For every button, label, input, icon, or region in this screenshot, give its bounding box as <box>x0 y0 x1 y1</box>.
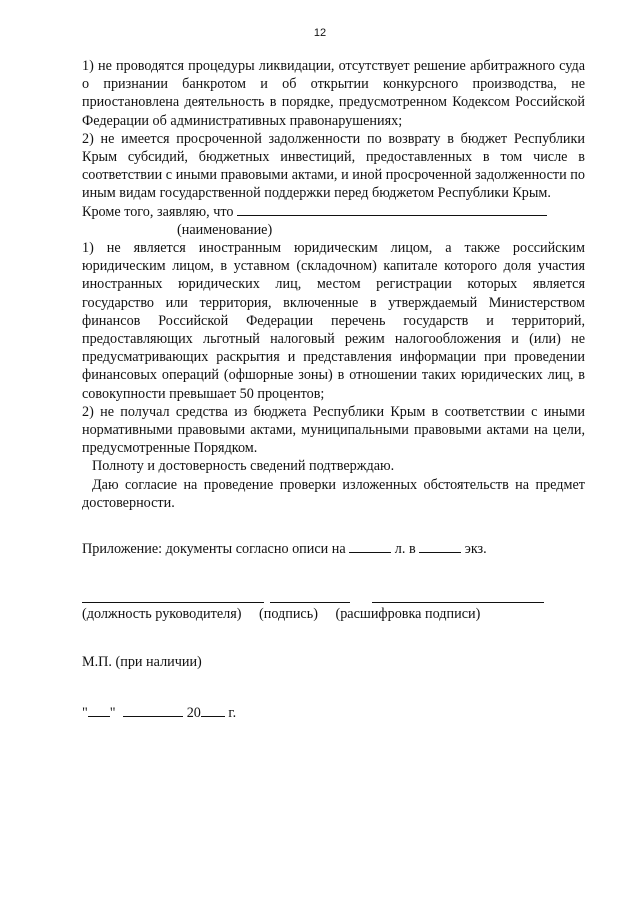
signature-captions <box>82 606 494 623</box>
year-suffix: г. <box>228 705 237 721</box>
claim-line <box>82 203 585 221</box>
name-caption: (наименование) <box>177 221 273 238</box>
signature-caption: (подпись) <box>259 606 318 622</box>
claim-prefix: Кроме того, заявляю, что <box>82 203 234 220</box>
year-prefix: 20 <box>186 705 201 721</box>
decoding-caption: (расшифровка подписи) <box>335 606 481 622</box>
date-open-quote: " <box>82 705 88 721</box>
signature-lines <box>82 590 552 604</box>
consent-paragraph: Даю согласие на проведение проверки изложенных обстоятельств на предмет достоверности. <box>82 476 585 511</box>
copies-count-blank[interactable] <box>419 540 461 553</box>
confirmation-paragraph: Полноту и достоверность сведений подтверждаю. <box>92 458 395 475</box>
signature-blank[interactable] <box>270 590 350 603</box>
page-number: 12 <box>313 27 327 39</box>
pages-count-blank[interactable] <box>349 540 391 553</box>
attachment-prefix: Приложение: документы согласно описи на <box>82 541 346 557</box>
attachment-line <box>82 540 487 558</box>
position-caption: (должность руководителя) <box>82 606 242 622</box>
year-blank[interactable] <box>201 704 225 717</box>
date-close-quote: " <box>109 705 116 721</box>
attachment-suffix: экз. <box>464 541 487 557</box>
condition-2-paragraph: 2) не имеется просроченной задолженности по возврату в бюджет Республики Крым субсидий, бюджетных инвестиций, предоставленных в том числе в соответствии с иными правовыми актами, и иной просроченной задолженности по иным видам государственной поддержки перед бюджетом Республики Крым. <box>82 130 585 202</box>
stamp-label: М.П. (при наличии) <box>82 654 202 670</box>
decoding-blank[interactable] <box>372 590 544 603</box>
position-blank[interactable] <box>82 590 264 603</box>
claim-1-paragraph: 1) не является иностранным юридическим лицом, а также российским юридическим лицом, в уставном (складочном) капитале которого доля участия иностранных юридических лиц, местом регистрации которых является государство или территория, включенные в утверждаемый Министерством финансов Российской Федерации перечень государств и территорий, предоставляющих льготный налоговый режим налогообложения и (или) не предусматривающих раскрытия и представления информации при проведении финансовых операций (офшорные зоны) в отношении таких юридических лиц, в совокупности превышает 50 процентов; <box>82 240 585 402</box>
claim-2-paragraph: 2) не получал средства из бюджета Республики Крым в соответствии с иными нормативными правовыми актами, муниципальными правовыми актами на цели, предусмотренные Порядком. <box>82 403 585 457</box>
condition-1-paragraph: 1) не проводятся процедуры ликвидации, отсутствует решение арбитражного суда о признании банкротом и об открытии конкурсного производства, не приостановлена деятельность в порядке, предусмотренном Кодексом Российской Федерации об административных правонарушениях; <box>82 58 585 129</box>
document-body <box>82 57 585 512</box>
organization-name-blank[interactable] <box>237 203 547 216</box>
date-line <box>82 704 236 722</box>
day-blank[interactable] <box>88 704 110 717</box>
month-blank[interactable] <box>123 704 183 717</box>
attachment-middle: л. в <box>394 541 416 557</box>
